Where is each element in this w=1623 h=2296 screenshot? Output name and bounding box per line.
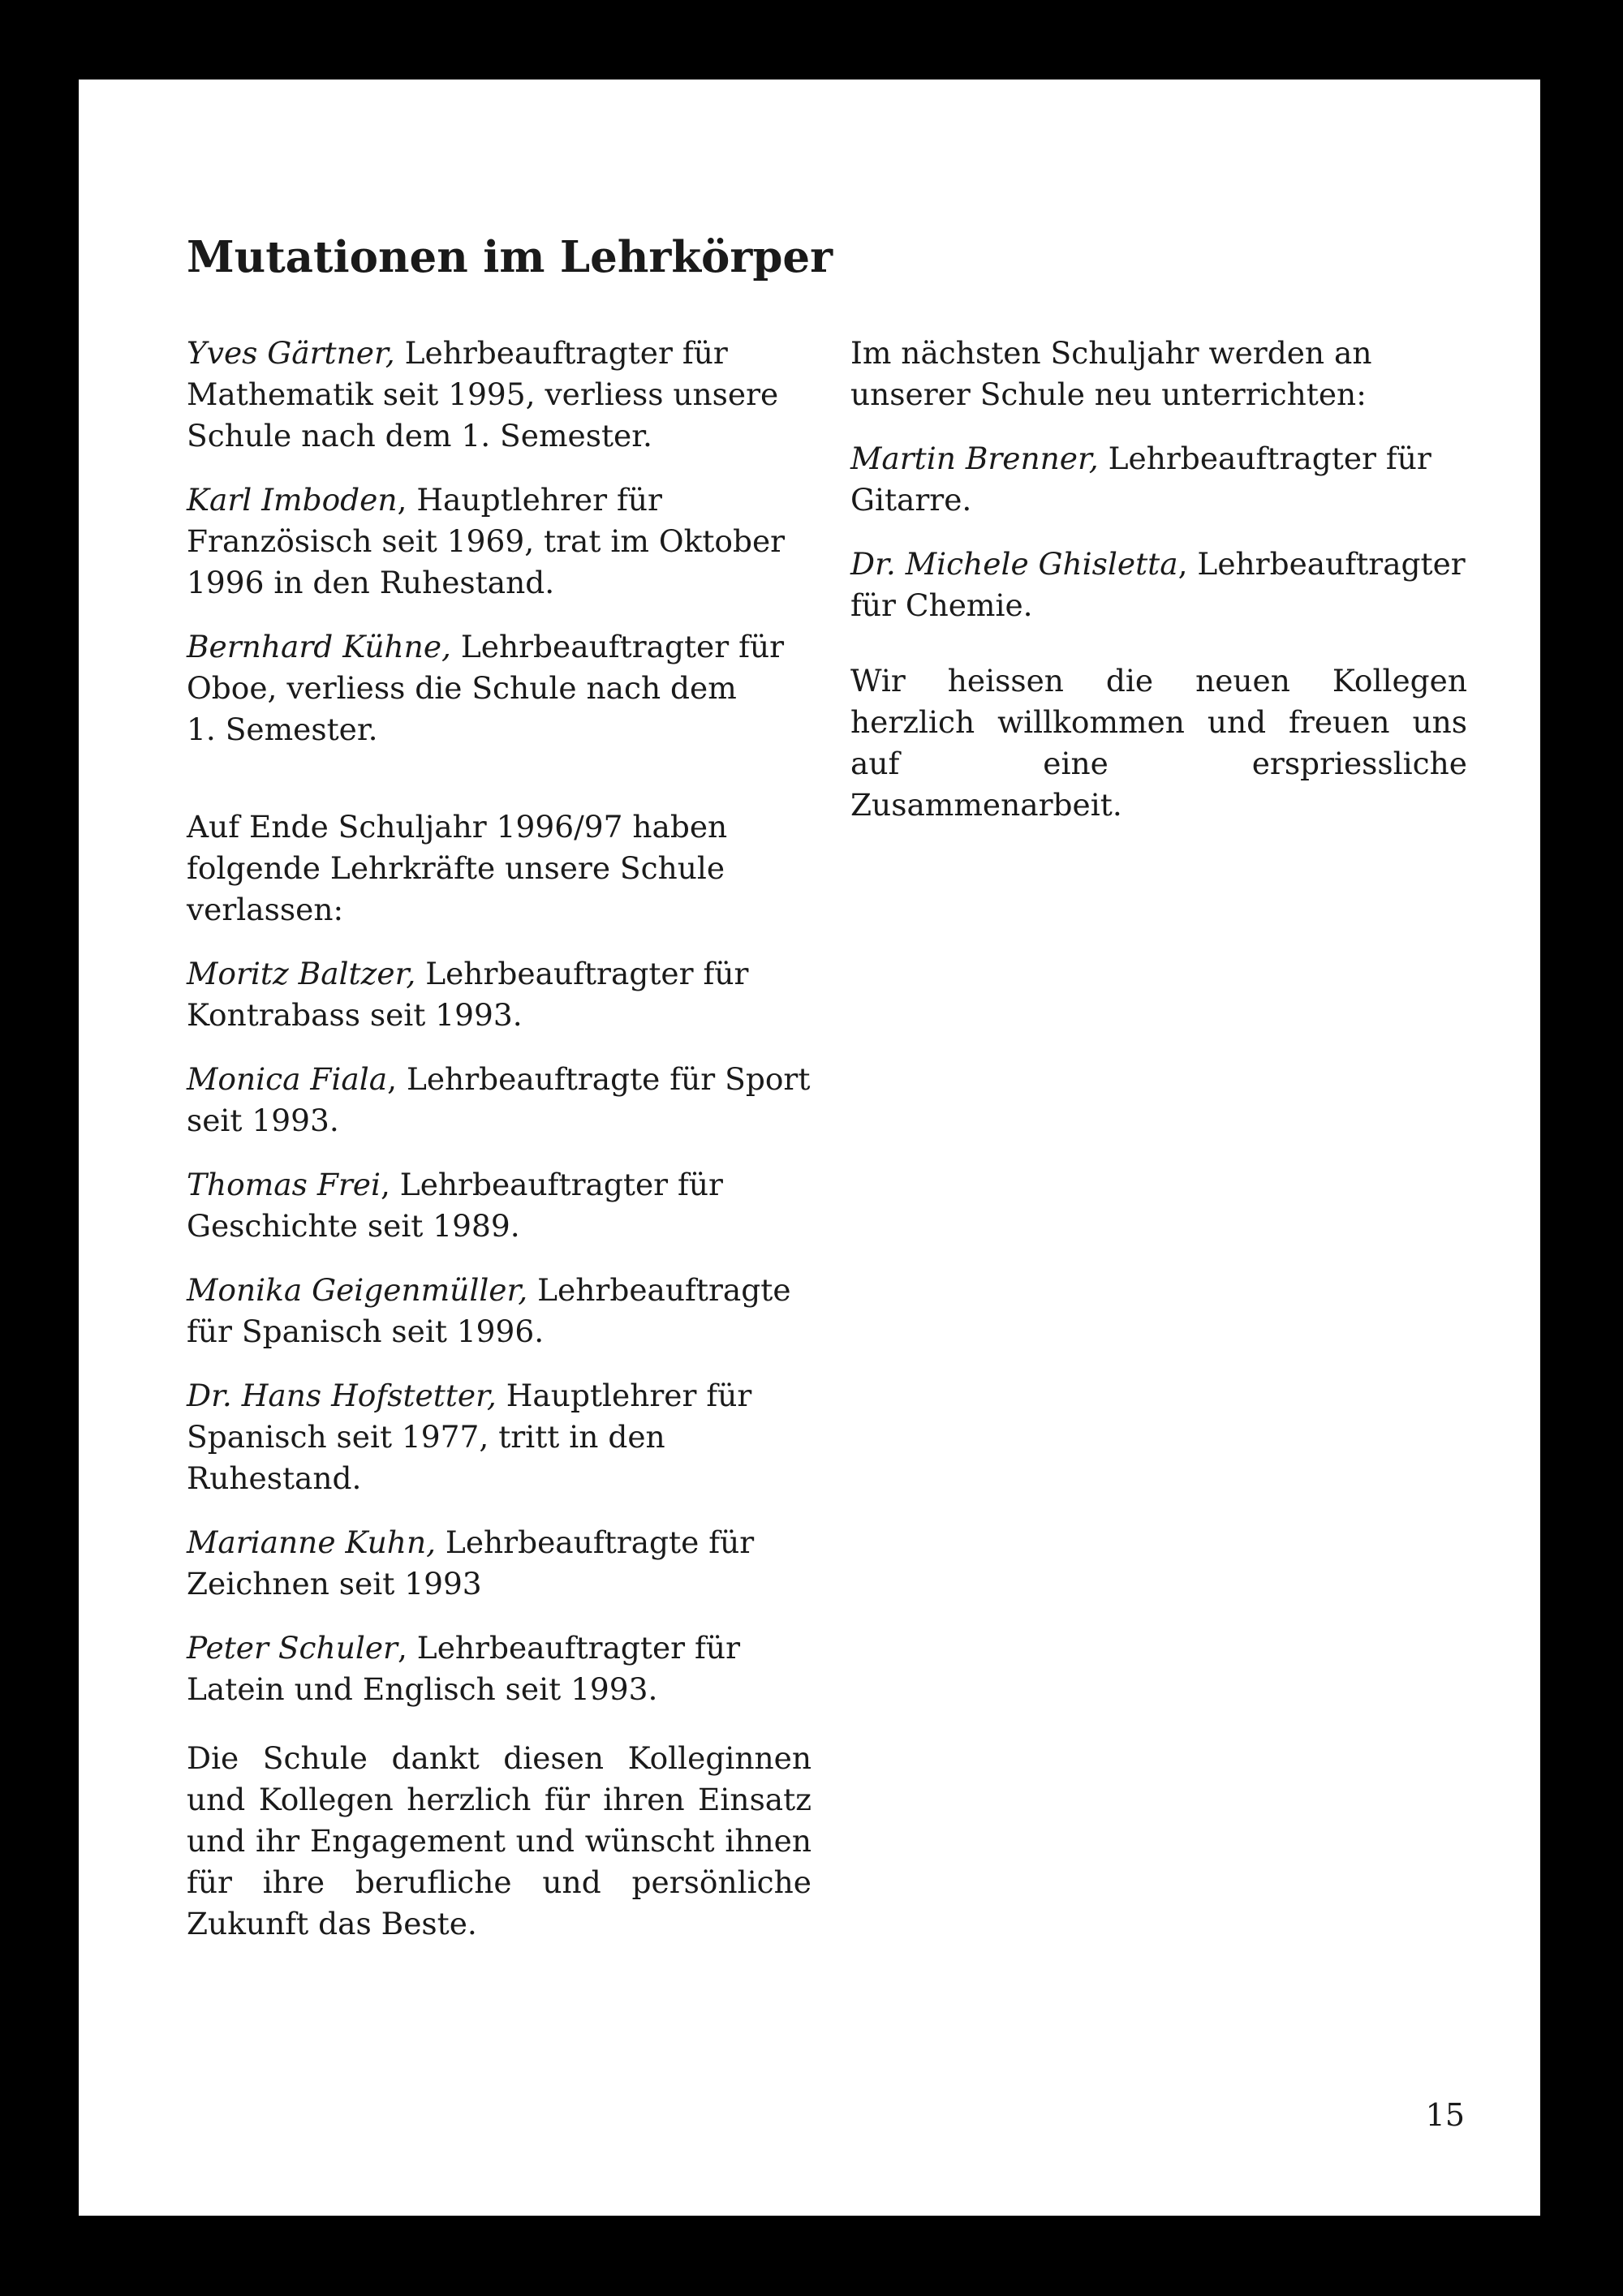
entry-text: Latein und Englisch seit 1993. <box>187 1671 658 1707</box>
entry-text: Mathematik seit 1995, verliess unsere <box>187 376 779 412</box>
person-name: Moritz Baltzer, <box>187 956 416 991</box>
entry-text: Kontrabass seit 1993. <box>187 997 523 1033</box>
entry-text: , Hauptlehrer für <box>397 482 662 518</box>
intro-text: Im nächsten Schuljahr werden an <box>850 335 1372 371</box>
intro-text: Auf Ende Schuljahr 1996/97 haben <box>187 809 728 845</box>
entry-text: Geschichte seit 1989. <box>187 1208 520 1244</box>
person-name: Monika Geigenmüller, <box>187 1272 528 1308</box>
person-name: Thomas Frei <box>187 1167 381 1202</box>
entry-fiala <box>187 1059 812 1142</box>
page-title: Mutationen im Lehrkörper <box>187 232 833 282</box>
entry-kuhn <box>187 1522 812 1605</box>
entry-text: Hauptlehrer für <box>496 1378 752 1413</box>
entry-gaertner <box>187 333 812 457</box>
person-name: Dr. Hans Hofstetter, <box>187 1378 497 1413</box>
section-gap <box>187 773 812 806</box>
entry-text: , Lehrbeauftragter <box>1177 546 1466 582</box>
person-name: Yves Gärtner, <box>187 335 395 371</box>
entry-brenner <box>850 438 1467 521</box>
right-column <box>850 333 1467 849</box>
document-page <box>79 80 1540 2216</box>
entry-baltzer <box>187 953 812 1036</box>
person-name: Martin Brenner, <box>850 441 1099 476</box>
intro-text: unserer Schule neu unterrichten: <box>850 376 1367 412</box>
entry-text: seit 1993. <box>187 1103 339 1138</box>
entry-text: 1996 in den Ruhestand. <box>187 565 555 600</box>
entry-text: Schule nach dem 1. Semester. <box>187 418 652 454</box>
entry-imboden <box>187 479 812 604</box>
entry-text: , Lehrbeauftragte für Sport <box>387 1061 811 1097</box>
entry-text: Lehrbeauftragter für <box>415 956 749 991</box>
entry-text: Lehrbeauftragter für <box>1098 441 1431 476</box>
entry-text: Gitarre. <box>850 482 972 518</box>
entry-ghisletta <box>850 544 1467 626</box>
entry-text: Spanisch seit 1977, tritt in den <box>187 1419 665 1455</box>
entry-kuehne <box>187 626 812 750</box>
entry-geigenmueller <box>187 1270 812 1352</box>
welcome-paragraph: Wir heissen die neuen Kollegen herzlich willkommen und freuen uns auf eine erspriessliche Zusammenarbeit. <box>850 663 1467 823</box>
page-number: 15 <box>1425 2097 1465 2133</box>
entry-text: , Lehrbeauftragter für <box>380 1167 723 1202</box>
entry-text: Zeichnen seit 1993 <box>187 1566 482 1602</box>
left-column <box>187 333 812 1967</box>
entry-text: Oboe, verliess die Schule nach dem <box>187 670 737 706</box>
entry-text: Lehrbeauftragter für <box>450 629 785 664</box>
yearend-intro <box>187 806 812 931</box>
person-name: Dr. Michele Ghisletta <box>850 546 1178 582</box>
entry-text: Lehrbeauftragte für <box>436 1524 755 1560</box>
entry-text: für Chemie. <box>850 587 1033 623</box>
thanks-paragraph: Die Schule dankt diesen Kolleginnen und Kollegen herzlich für ihren Einsatz und ihr Engagement und wünscht ihnen für ihre berufliche und persönliche Zukunft das Beste. <box>187 1740 812 1941</box>
intro-text: verlassen: <box>187 892 344 927</box>
entry-hofstetter <box>187 1375 812 1499</box>
entry-text: für Spanisch seit 1996. <box>187 1314 545 1349</box>
entry-schuler <box>187 1627 812 1710</box>
person-name: Marianne Kuhn, <box>187 1524 437 1560</box>
person-name: Peter Schuler <box>187 1630 398 1666</box>
entry-text: Französisch seit 1969, trat im Oktober <box>187 523 786 559</box>
entry-text: Lehrbeauftragte <box>527 1272 791 1308</box>
entry-text: 1. Semester. <box>187 712 378 747</box>
entry-text: Lehrbeauftragter für <box>394 335 728 371</box>
entry-frei <box>187 1164 812 1247</box>
newcomers-intro <box>850 333 1467 415</box>
entry-text: Ruhestand. <box>187 1460 362 1496</box>
person-name: Karl Imboden <box>187 482 398 518</box>
entry-text: , Lehrbeauftragter für <box>397 1630 740 1666</box>
intro-text: folgende Lehrkräfte unsere Schule <box>187 850 725 886</box>
person-name: Monica Fiala <box>187 1061 388 1097</box>
person-name: Bernhard Kühne, <box>187 629 451 664</box>
